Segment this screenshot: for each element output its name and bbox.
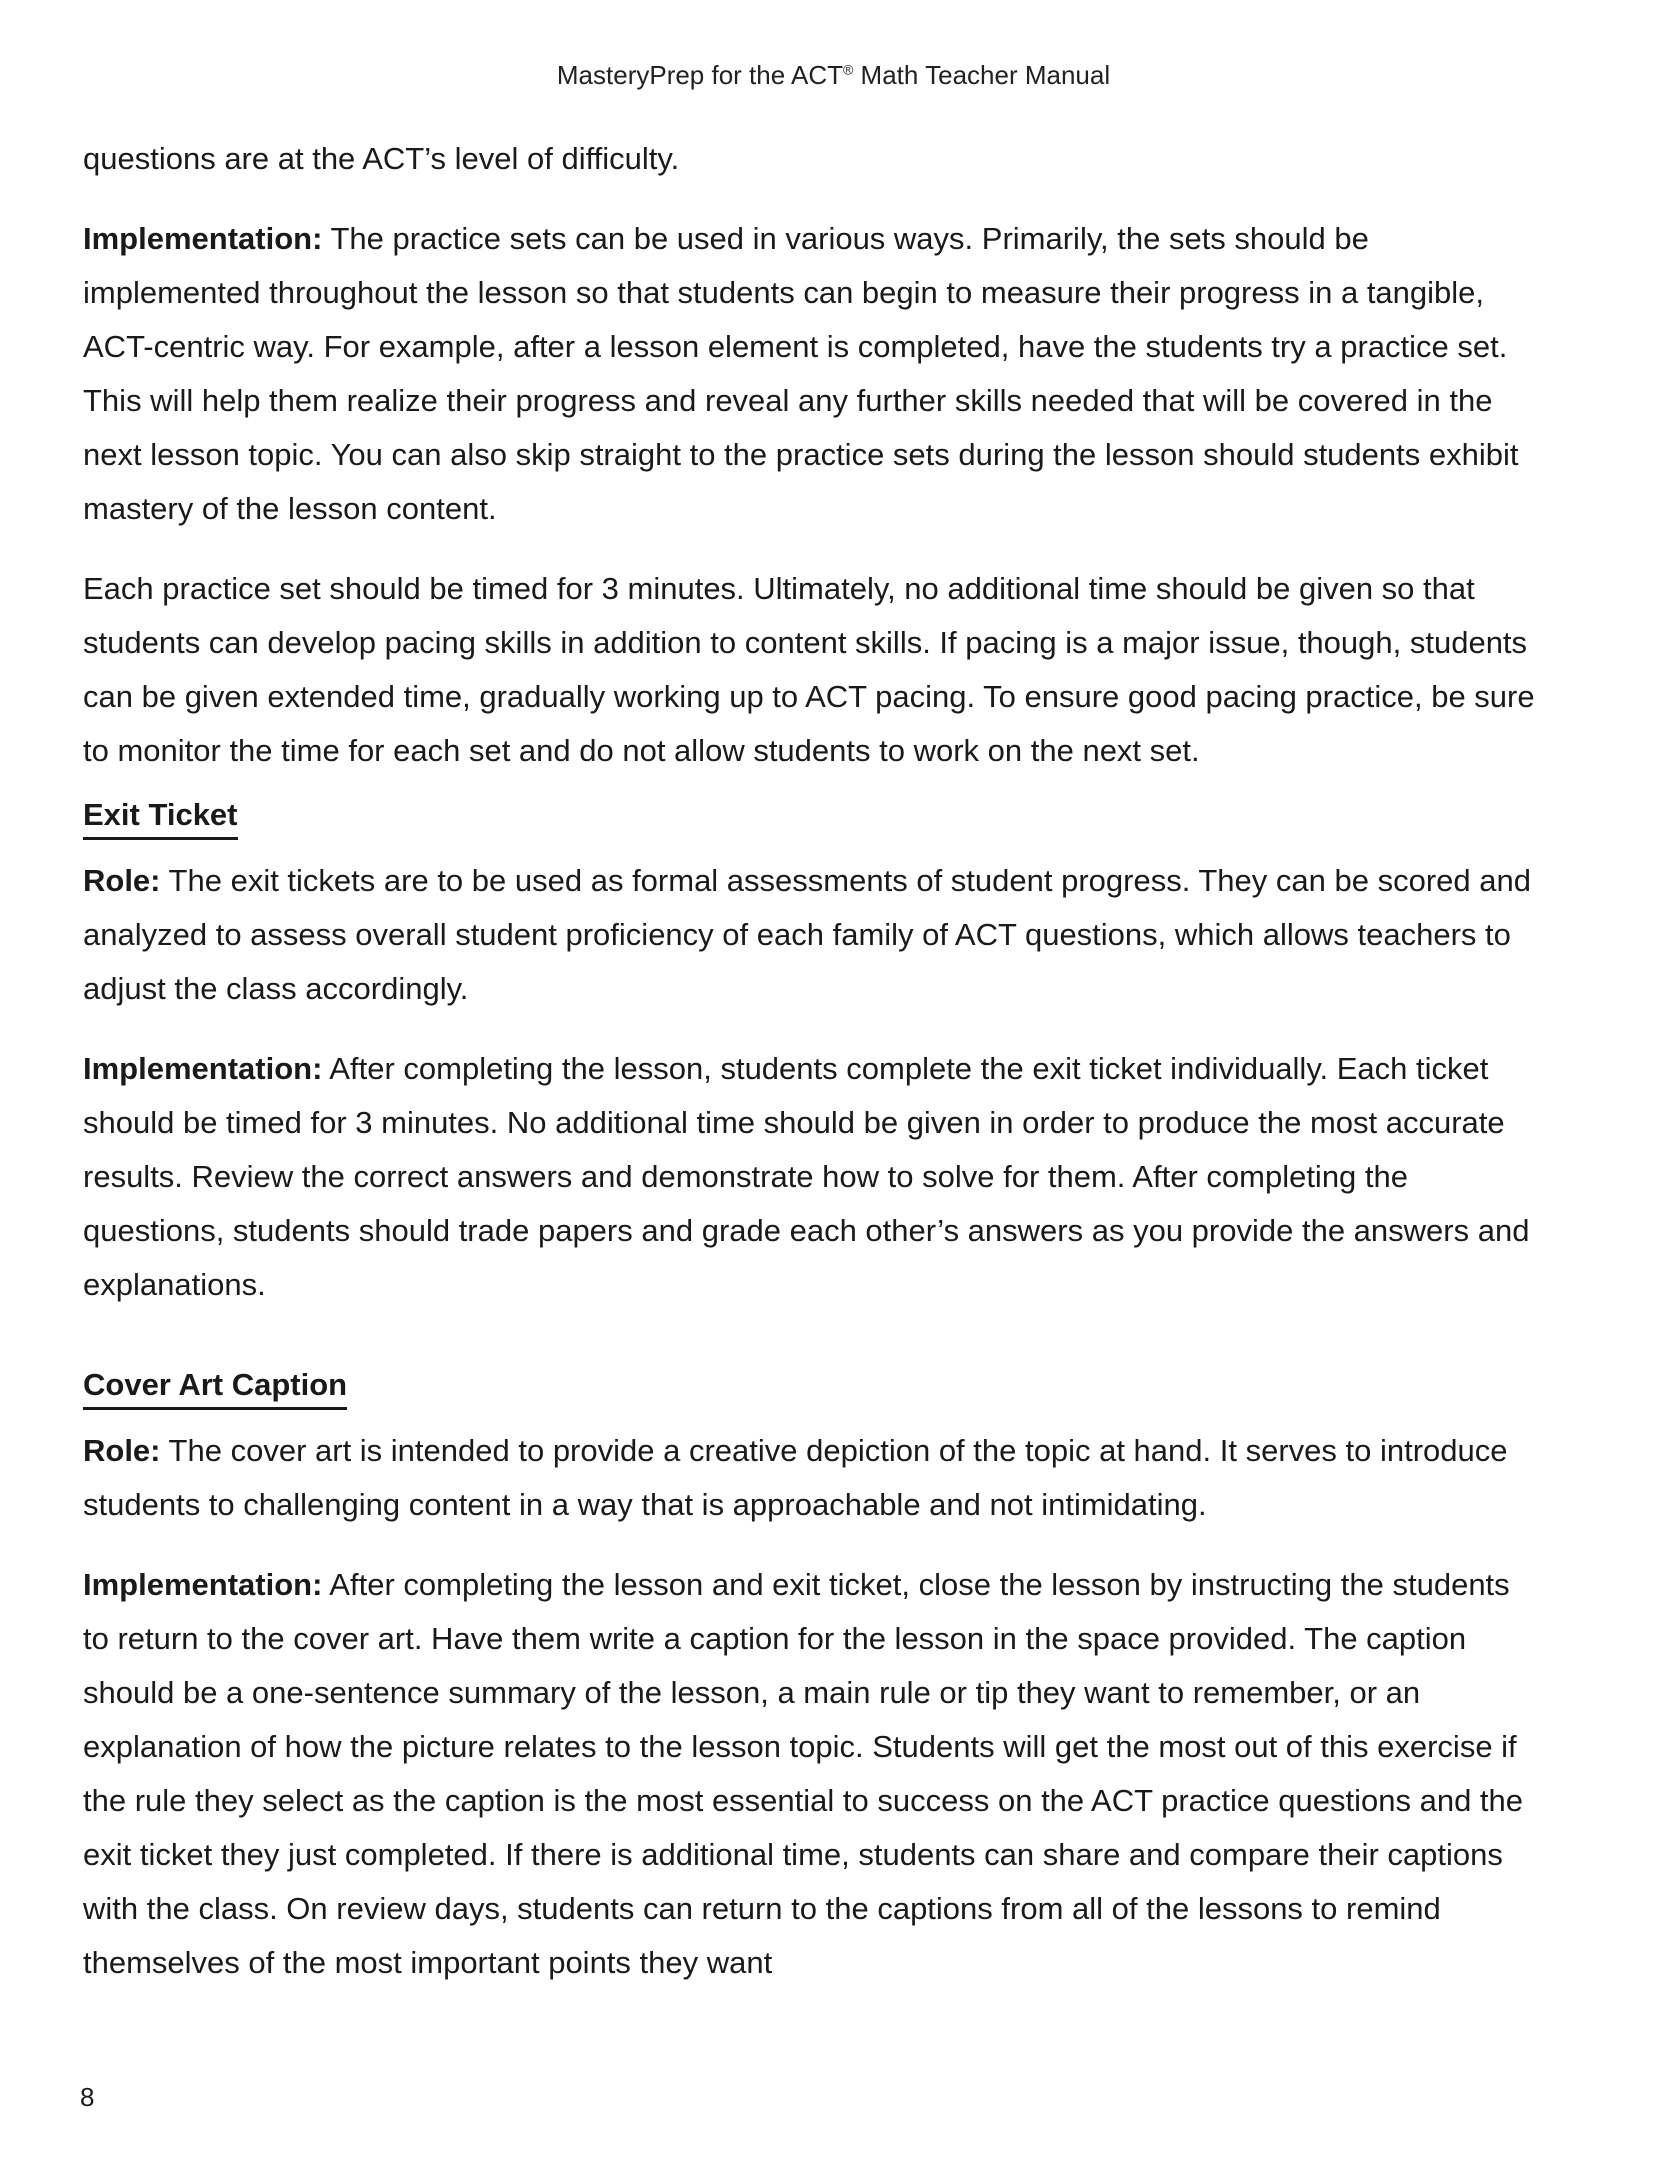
role-text: The cover art is intended to provide a creative depiction of the topic at hand. It serves to introduce students to challenging content in a way that is approachable and not intimidating. [83,1433,1508,1522]
implementation-text: The practice sets can be used in various ways. Primarily, the sets should be implemented throughout the lesson so that students can begin to measure their progress in a tangible, ACT-centric way. For example, after a lesson element is completed, have the students try a practice set. This will help them realize their progress and reveal any further skills needed that will be covered in the next lesson topic. You can also skip straight to the practice sets during the lesson should students exhibit mastery of the lesson content. [83,221,1519,526]
exit-ticket-role [83,854,1543,1016]
implementation-text: After completing the lesson and exit ticket, close the lesson by instructing the students to return to the cover art. Have them write a caption for the lesson in the space provided. The caption should be a one-sentence summary of the lesson, a main rule or tip they want to remember, or an explanation of how the picture relates to the lesson topic. Students will get the most out of this exercise if the rule they select as the caption is the most essential to success on the ACT practice questions and the exit ticket they just completed. If there is additional time, students can share and compare their captions with the class. On review days, students can return to the captions from all of the lessons to remind themselves of the most important points they want [83,1567,1524,1980]
role-text: The exit tickets are to be used as formal assessments of student progress. They can be scored and analyzed to assess overall student proficiency of each family of ACT questions, which allows teachers to adjust the class accordingly. [83,863,1531,1006]
running-header [0,60,1667,91]
exit-ticket-implementation [83,1042,1543,1312]
implementation-text: After completing the lesson, students complete the exit ticket individually. Each ticket should be timed for 3 minutes. No additional time should be given in order to produce the most accurate results. Review the correct answers and demonstrate how to solve for them. After completing the questions, students should trade papers and grade each other’s answers as you provide the answers and explanations. [83,1051,1530,1302]
practice-sets-implementation [83,212,1543,536]
exit-ticket-heading-wrap [83,788,1543,854]
cover-art-heading-wrap [83,1358,1543,1424]
role-label: Role: [83,863,161,898]
page-body [83,132,1543,1990]
header-title-prefix: MasteryPrep for the ACT [556,60,843,90]
role-label: Role: [83,1433,161,1468]
header-title-suffix: Math Teacher Manual [853,60,1111,90]
cover-art-heading: Cover Art Caption [83,1365,347,1410]
intro-continuation: questions are at the ACT’s level of difficulty. [83,141,680,176]
registered-mark: ® [843,61,854,78]
exit-ticket-heading: Exit Ticket [83,795,238,840]
cover-art-implementation [83,1558,1543,1990]
practice-sets-timing: Each practice set should be timed for 3 minutes. Ultimately, no additional time should be given so that students can develop pacing skills in addition to content skills. If pacing is a major issue, though, students can be given extended time, gradually working up to ACT pacing. To ensure good pacing practice, be sure to monitor the time for each set and do not allow students to work on the next set. [83,571,1535,768]
implementation-label: Implementation: [83,1051,323,1086]
page-number: 8 [80,2082,95,2112]
implementation-label: Implementation: [83,1567,323,1602]
cover-art-role [83,1424,1543,1532]
implementation-label: Implementation: [83,221,323,256]
